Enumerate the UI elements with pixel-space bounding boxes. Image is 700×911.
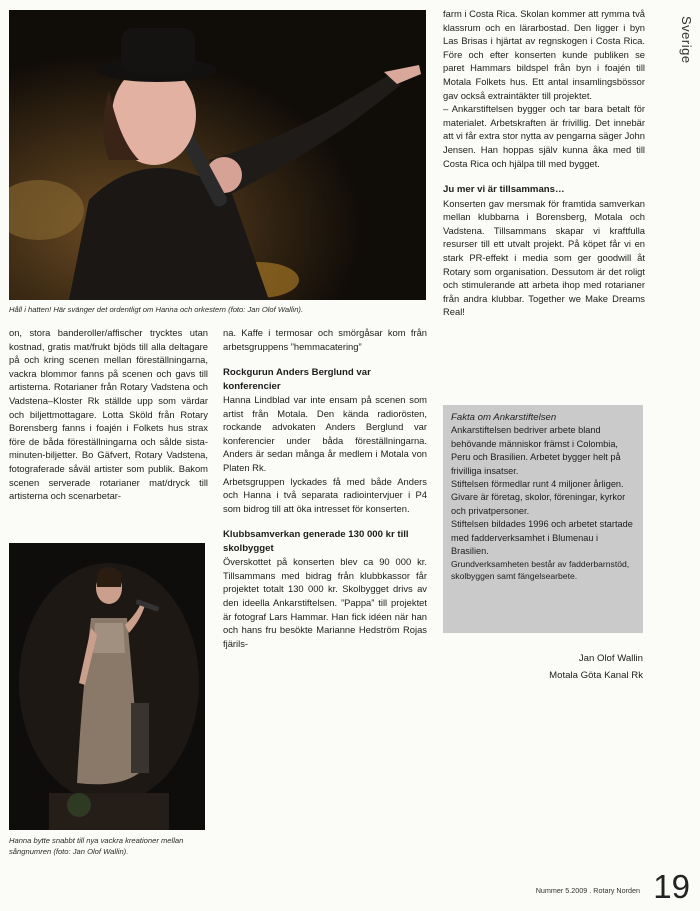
fact-box-paragraph-4: Grundverksamheten består av fadderbarnstöd, skolbyggen samt fängelsearbete. [451, 559, 630, 582]
col1-paragraph: on, stora banderoller/affischer trycktes utan kostnad, gratis mat/frukt bjöds till alla deltagare på och kring scenen mellan föreställningarna, vackra blommor fanns på scenen och gavs till artisterna. Rotarianer från Rotary Vadstena och Vadstena–Kloster Rk ställde upp som värdar och biljettmottagare. Lotta Sköld från Rotary Borensberg fanns i foajén i Folkets hus strax före de båda föreställningarna och sålde sistaminuten-biljetter. Bo Gäfvert, Rotary Vadstena, fotograferade såväl artister som publik. Bakom scenen serverade rotarianer mat/dryck till artisterna och scenarbetar- [9, 327, 208, 502]
photo-singer-gown-image [9, 543, 205, 830]
photo2-caption: Hanna bytte snabbt till nya vackra kreationer mellan sångnumren (foto: Jan Olof Wallin). [9, 836, 184, 856]
section-tag: Sverige [679, 16, 694, 64]
col3-paragraph-1: farm i Costa Rica. Skolan kommer att rymma två klassrum och en lärarbostad. Den ligger i byn Las Brisas i hjärtat av regnskogen i Costa Rica. Före och efter konserten kunde publiken se paret Hammars bildspel från byn i foajén till Motala Folkets hus. Ett antal insamlingsbössor gav också extraintäkter till projektet. [443, 8, 645, 101]
col2-intro: na. Kaffe i termosar och smörgåsar kom från arbetsgruppens ”hemmacatering” [223, 327, 427, 352]
col2-paragraph-2: Arbetsgruppen lyckades få med både Anders och Hanna i två separata radiointervjuer i P4 som bidrog till att öka intresset för konserten. [223, 475, 427, 514]
fact-box-paragraph-2: Stiftelsen förmedlar runt 4 miljoner årligen. Givare är företag, skolor, föreningar, kyrkor och privatpersoner. [451, 479, 626, 516]
photo-singer-orchestra [9, 10, 426, 300]
fact-box [443, 405, 643, 633]
author-club: Motala Göta Kanal Rk [549, 670, 643, 681]
col3-paragraph-2: – Ankarstiftelsen bygger och tar bara betalt för materialet. Arbetskraften är frivillig. Det innebär att vi får extra stor nytta av pengarna säger John Jensen. Han hoppas själv kunna åka med till Costa Rica och hjälpa till med bygget. [443, 103, 645, 169]
heading-anders-berglund: Rockgurun Anders Berglund var konferencier [223, 367, 371, 392]
fact-box-paragraph-1: Ankarstiftelsen bedriver arbete bland behövande människor främst i Colombia, Peru och Brasilien. Arbetet bygger helt på frivilliga insatser. [451, 425, 621, 476]
photo-singer-orchestra-image [9, 10, 426, 300]
fact-box-paragraph-3: Stiftelsen bildades 1996 och arbetet startade med fadderverksamhet i Blumenau i Brasilien. [451, 519, 633, 557]
footer-issue: Nummer 5.2009 . Rotary Norden [535, 886, 640, 895]
signature [549, 650, 643, 684]
heading-tillsammans: Ju mer vi är tillsammans… [443, 184, 565, 196]
col2-paragraph-3: Överskottet på konserten blev ca 90 000 kr. Tillsammans med bidrag från klubbkassor får projektet totalt 130 000 kr. Skolbygget drivs av den ideella Ankarstiftelsen. ”Pappa” till projektet är fotograf Lars Hammar. Han fick idéen när han och hans fru besökte Marianne Hedström Rojas fjärils- [223, 556, 427, 649]
col2-paragraph-1: Hanna Lindblad var inte ensam på scenen som artist från Motala. Den kända radiorösten, rockande advokaten Anders Berglund var konferencier under båda föreställningarna. Anders är sedan många år medlem i Motala von Platen Rk. [223, 394, 427, 473]
col3-paragraph-3: Konserten gav mersmak för framtida samverkan mellan klubbarna i Borensberg, Motala och Vadstena. Tillsammans skapar vi kraftfulla resurser till ett utvalt projekt. På köpet får vi en stark PR-effekt i media som ger goodwill åt Rotary som organisation. Dessutom är det roligt och stimulerande att arbeta ihop med rotarianer från andra klubbar. Together we Make Dreams Real! [443, 197, 645, 318]
photo1-caption: Håll i hatten! Här svänger det ordentligt om Hanna och orkestern (foto: Jan Olof Wallin). [9, 305, 304, 314]
column-2 [223, 326, 427, 650]
author-name: Jan Olof Wallin [578, 653, 643, 664]
fact-box-title: Fakta om Ankarstiftelsen [451, 412, 557, 423]
column-1 [9, 326, 208, 503]
heading-klubbsamverkan: Klubbsamverkan generade 130 000 kr till skolbygget [223, 529, 409, 554]
photo-singer-gown [9, 543, 205, 830]
column-3 [443, 7, 645, 319]
page-number: 19 [653, 868, 690, 905]
